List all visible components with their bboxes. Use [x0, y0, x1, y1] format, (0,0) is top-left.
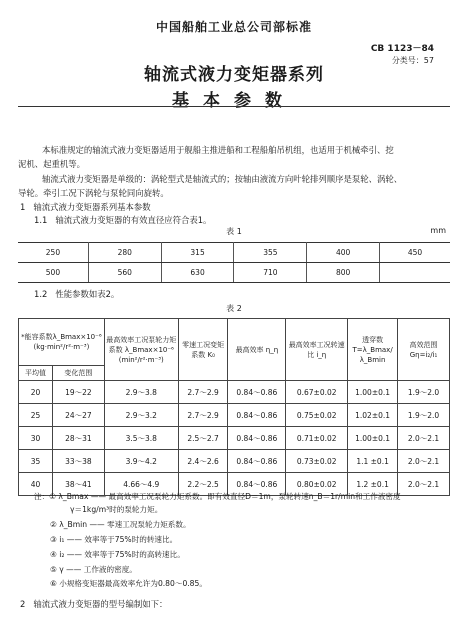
intro-line-3: 轴流式液力变矩器是单级的：涡轮型式是轴流式的；按轴由液流方向叶轮排列顺序是泵轮、涡轮、	[42, 174, 403, 184]
section-number: 1	[20, 202, 26, 212]
table-note-5: ⑤ γ —— 工作液的密度。	[50, 565, 137, 574]
table-cell: 2.7～2.9	[178, 381, 228, 404]
table-header-row	[19, 319, 450, 366]
table-cell: 1.2 ±0.1	[348, 473, 398, 496]
table-cell: 710	[234, 263, 307, 283]
intro-line-4: 导轮。牵引工况下涡轮与泵轮同向旋转。	[18, 188, 169, 198]
table-cell: 24～27	[52, 404, 104, 427]
section-title: 轴流式液力变矩器系列基本参数	[33, 202, 151, 212]
table-row	[19, 381, 450, 404]
section-title: 轴流式液力变矩器的型号编制如下：	[33, 599, 168, 609]
column-header: 零速工况变矩系数 K₀	[178, 319, 228, 381]
table-cell: 0.73±0.02	[286, 450, 348, 473]
table-cell: 2.9～3.2	[104, 404, 178, 427]
table-note-1-cont: γ＝1kg/m³时的泵轮力矩。	[70, 505, 163, 514]
table-cell: 2.2～2.5	[178, 473, 228, 496]
section-text: 性能参数如表2。	[55, 289, 120, 299]
table-row	[19, 427, 450, 450]
table-cell: 355	[234, 243, 307, 263]
column-header: 透穿数 T=λ_Bmax/λ_Bmin	[348, 319, 398, 381]
section-number: 2	[20, 599, 26, 609]
section-1-2	[34, 287, 119, 302]
standard-class: 分类号：57	[391, 56, 434, 65]
table-note-4: ④ i₂ —— 效率等于75%时的高转速比。	[50, 550, 185, 559]
document-subtitle: 基本参数	[172, 91, 296, 111]
table-cell: 2.7～2.9	[178, 404, 228, 427]
table-cell: 19～22	[52, 381, 104, 404]
table-cell: 500	[18, 263, 88, 283]
table-cell: 20	[19, 381, 53, 404]
document-title: 轴流式液力变矩器系列	[144, 65, 324, 85]
table-2-caption: 表 2	[226, 304, 242, 313]
table-cell: 315	[161, 243, 234, 263]
table-cell: 25	[19, 404, 53, 427]
table-cell: 1.1 ±0.1	[348, 450, 398, 473]
table-cell: 1.9～2.0	[398, 404, 450, 427]
table-cell: 38～41	[52, 473, 104, 496]
table-cell: 2.0～2.1	[398, 450, 450, 473]
table-cell: 1.00±0.1	[348, 427, 398, 450]
section-number: 1.1	[34, 215, 48, 225]
section-text: 轴流式液力变矩器的有效直径应符合表1。	[55, 215, 212, 225]
title-divider	[18, 106, 450, 107]
table-cell: 630	[161, 263, 234, 283]
table-note-3: ③ i₁ —— 效率等于75%时的转速比。	[50, 535, 178, 544]
column-subheader: 平均值	[19, 366, 53, 381]
table-cell: 1.02±0.1	[348, 404, 398, 427]
table-cell: 2.9～3.8	[104, 381, 178, 404]
table-2-performance	[18, 318, 450, 496]
table-cell: 33～38	[52, 450, 104, 473]
column-header: *能容系数λ_Bmax×10⁻⁶ (kg·min²/r²·m⁻³)	[19, 319, 105, 366]
table-cell: 0.67±0.02	[286, 381, 348, 404]
table-cell	[380, 263, 450, 283]
table-cell: 2.0～2.1	[398, 427, 450, 450]
table-1-diameters	[18, 242, 450, 283]
table-cell: 0.84～0.86	[228, 404, 286, 427]
section-number: 1.2	[34, 289, 48, 299]
table-cell: 30	[19, 427, 53, 450]
table-cell: 280	[88, 243, 161, 263]
table-note-2: ② λ_Bmin —— 零速工况泵轮力矩系数。	[50, 520, 191, 529]
standard-org-header: 中国船舶工业总公司部标准	[155, 20, 312, 34]
table-cell: 0.75±0.02	[286, 404, 348, 427]
table-cell: 0.84～0.86	[228, 427, 286, 450]
table-cell: 0.84～0.86	[228, 450, 286, 473]
table-cell: 400	[307, 243, 380, 263]
table-cell: 1.9～2.0	[398, 381, 450, 404]
table-cell: 3.9～4.2	[104, 450, 178, 473]
table-row	[18, 263, 450, 283]
table-row	[19, 404, 450, 427]
table-cell: 250	[18, 243, 88, 263]
table-note-6: ⑥ 小规格变矩器最高效率允许为0.80～0.85。	[50, 579, 207, 588]
table-cell: 0.80±0.02	[286, 473, 348, 496]
table-cell: 1.00±0.1	[348, 381, 398, 404]
section-2-heading	[20, 597, 167, 612]
table-row	[18, 243, 450, 263]
table-cell: 0.84～0.86	[228, 473, 286, 496]
table-cell: 4.66～4.9	[104, 473, 178, 496]
table-cell: 0.71±0.02	[286, 427, 348, 450]
column-header: 最高效率工况转速比 i_η	[286, 319, 348, 381]
intro-line-2: 泥机、起重机等。	[18, 159, 85, 169]
table-row	[19, 450, 450, 473]
table-1-caption: 表 1	[226, 227, 242, 236]
table-cell: 450	[380, 243, 450, 263]
intro-line-1: 本标准规定的轴流式液力变矩器适用于舰船主推进船和工程船舶吊机组，也适用于机械牵引、挖	[42, 145, 394, 155]
table-cell: 2.5～2.7	[178, 427, 228, 450]
column-header: 最高效率工况泵轮力矩系数 λ_Bmax×10⁻⁶ (min²/r²·m⁻³)	[104, 319, 178, 381]
table-cell: 35	[19, 450, 53, 473]
table-note-1: 注：① λ_Bmax —— 最高效率工况泵轮力矩系数。即有效直径D＝1m，泵轮转速n_B＝1r/min和工作液密度	[34, 492, 401, 501]
table-cell: 40	[19, 473, 53, 496]
standard-code: CB 1123－84	[370, 44, 434, 54]
table-cell: 3.5～3.8	[104, 427, 178, 450]
table-cell: 0.84～0.86	[228, 381, 286, 404]
table-cell: 2.0～2.1	[398, 473, 450, 496]
table-cell: 2.4～2.6	[178, 450, 228, 473]
column-subheader: 变化范围	[52, 366, 104, 381]
table-cell: 28～31	[52, 427, 104, 450]
column-header: 高效范围 Gη=i₂/i₁	[398, 319, 450, 381]
table-cell: 560	[88, 263, 161, 283]
column-header: 最高效率 η_η	[228, 319, 286, 381]
table-1-unit: mm	[430, 226, 446, 235]
table-cell: 800	[307, 263, 380, 283]
